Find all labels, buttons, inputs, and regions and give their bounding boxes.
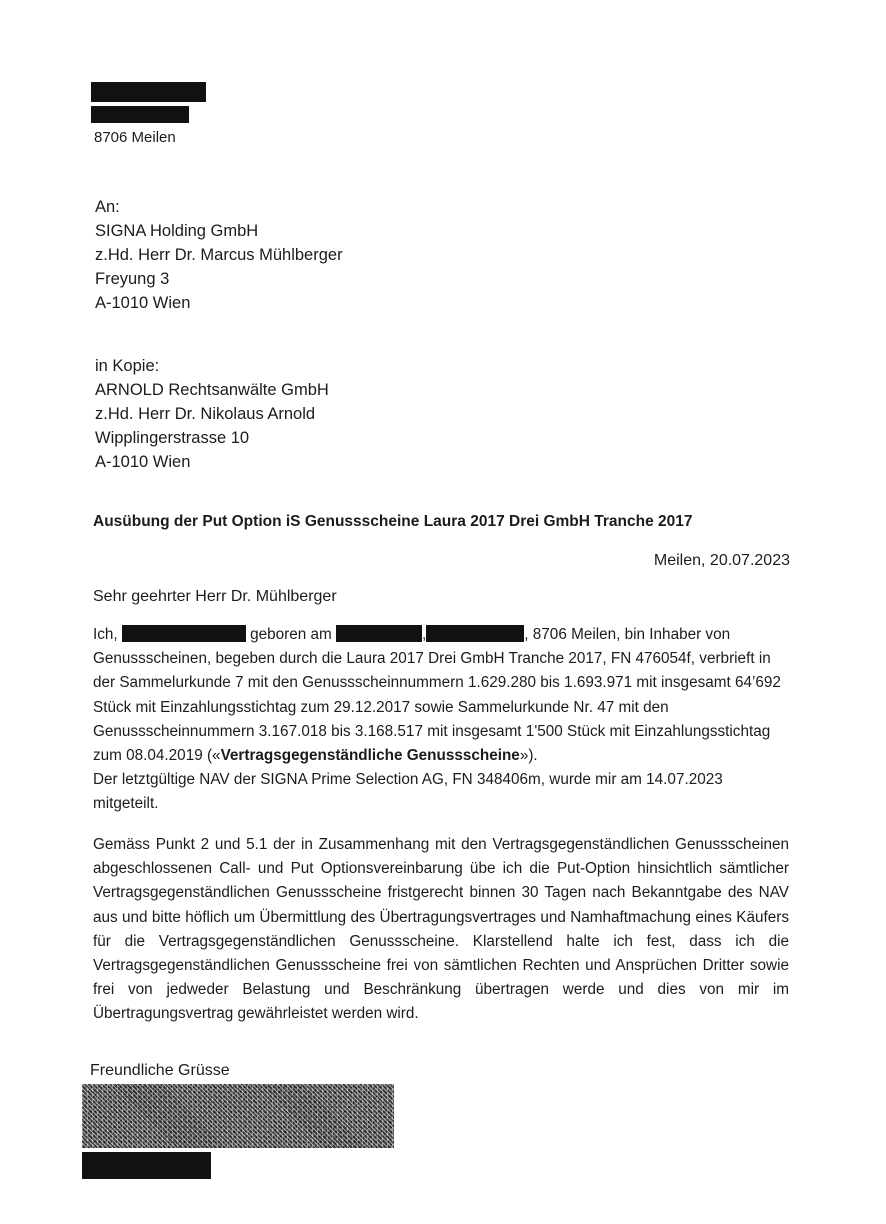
redacted-sender-street (91, 106, 189, 123)
text-defined-term: Vertragsgegenständliche Genussscheine (220, 747, 520, 765)
copy-attention: z.Hd. Herr Dr. Nikolaus Arnold (95, 405, 316, 423)
paragraph-put-option: Gemäss Punkt 2 und 5.1 der in Zusammenhang mit den Vertragsgegenständlichen Genussscheinen abgeschlossenen Call- und Put Optionsvereinbarung übe ich die Put-Option hinsichtlich sämtlicher Vertragsgegenständlichen Genussscheine fristgerecht binnen 30 Tagen nach Bekanntgabe des NAV aus und bitte höflich um Übermittlung des Übertragungsvertrages und Namhaftmachung eines Käufers für die Vertragsgegenständlichen Genussscheine. Klarstellend halte ich fest, dass ich die Vertragsgegenständlichen Genussscheine frei von sämtlichen Rechten und Ansprüchen Dritter sowie frei von jedweder Belastung und Beschränkung übertragen werde und dies von mir im Übertragungsvertrag gewährleistet werden wird. (93, 836, 789, 1023)
recipient-city: A-1010 Wien (95, 294, 191, 312)
copy-street: Wipplingerstrasse 10 (95, 429, 250, 447)
recipient-street: Freyung 3 (95, 270, 170, 288)
paragraph-holding-statement (93, 623, 789, 817)
subject-line: Ausübung der Put Option iS Genussscheine Laura 2017 Drei GmbH Tranche 2017 (93, 513, 693, 530)
text-holding-details: Genussscheinen, begeben durch die Laura 2017 Drei GmbH Tranche 2017, FN 476054f, verbrieft in der Sammelurkunde 7 mit den Genussscheinnummern 1.629.280 bis 1.693.971 mit insgesamt 64’692 Stück mit Einzahlungsstichtag zum 29.12.2017 sowie Sammelurkunde Nr. 47 mit den Genussscheinnummern 3.167.018 bis 3.168.517 mit insgesamt 1'500 Stück mit Einzahlungsstichtag zum 08.04.2019 (« (93, 650, 781, 765)
redacted-holder-street (426, 625, 524, 642)
copy-city: A-1010 Wien (95, 453, 191, 471)
copy-company: ARNOLD Rechtsanwälte GmbH (95, 381, 329, 399)
closing: Freundliche Grüsse (90, 1062, 230, 1079)
sender-city: 8706 Meilen (94, 129, 176, 146)
text-defined-term-close: »). (519, 747, 538, 765)
text-city-intro: , 8706 Meilen, bin Inhaber von (524, 626, 731, 643)
text-nav-notice: Der letztgültige NAV der SIGNA Prime Selection AG, FN 348406m, wurde mir am 14.07.2023 mitgeteilt. (93, 771, 723, 813)
salutation: Sehr geehrter Herr Dr. Mühlberger (93, 588, 337, 605)
recipient-attention: z.Hd. Herr Dr. Marcus Mühlberger (95, 246, 343, 264)
redacted-holder-name (122, 625, 246, 642)
copy-prefix: in Kopie: (95, 357, 160, 375)
redacted-sender-name (91, 82, 206, 102)
recipient-company: SIGNA Holding GmbH (95, 222, 259, 240)
text-ich: Ich, (93, 626, 118, 643)
redacted-signature (82, 1084, 394, 1148)
redacted-signer-name (82, 1152, 211, 1179)
place-date: Meilen, 20.07.2023 (653, 552, 790, 569)
recipient-prefix: An: (95, 198, 120, 216)
text-geboren: geboren am (250, 626, 332, 643)
text-comma: , (422, 626, 427, 643)
redacted-birth-date (336, 625, 422, 642)
